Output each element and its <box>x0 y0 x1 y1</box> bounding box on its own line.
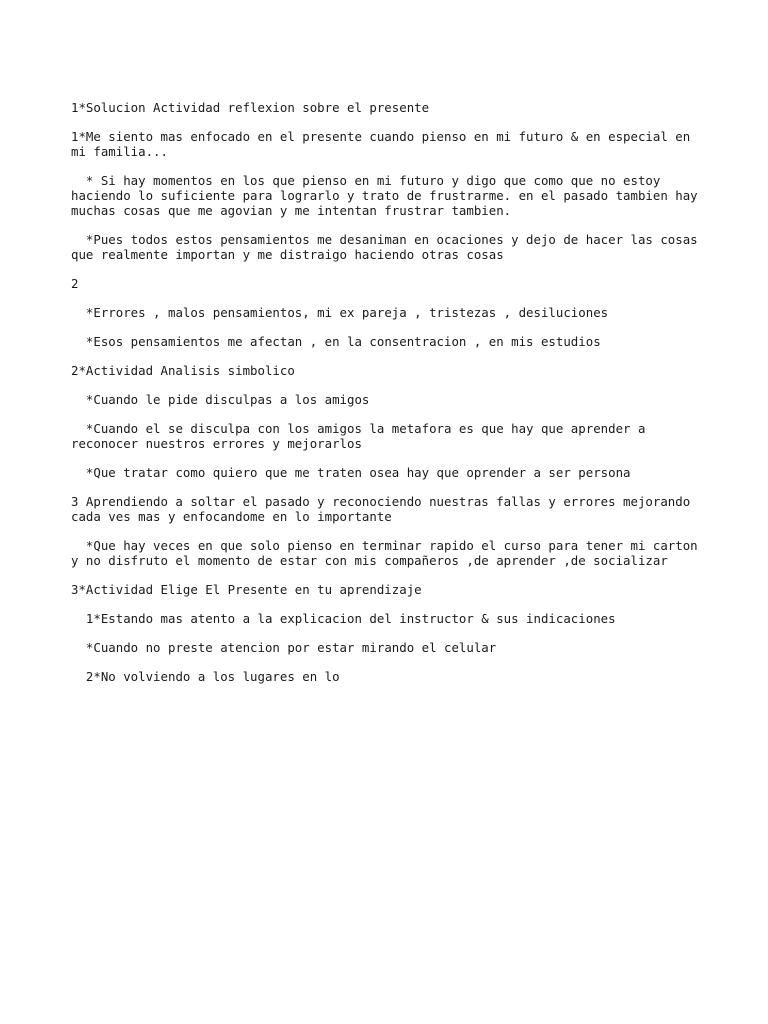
paragraph: *Esos pensamientos me afectan , en la consentracion , en mis estudios <box>71 334 601 349</box>
paragraph: 2*No volviendo a los lugares en lo <box>71 669 340 684</box>
paragraph: *Que tratar como quiero que me traten osea hay que oprender a ser persona <box>71 465 631 480</box>
section-heading-2: 2*Actividad Analisis simbolico <box>71 363 295 378</box>
paragraph: *Errores , malos pensamientos, mi ex pareja , tristezas , desiluciones <box>71 305 609 320</box>
paragraph: 1*Estando mas atento a la explicacion del instructor & sus indicaciones <box>71 611 616 626</box>
paragraph: *Cuando le pide disculpas a los amigos <box>71 392 370 407</box>
paragraph: 3 Aprendiendo a soltar el pasado y reconociendo nuestras fallas y errores mejorando cada ves mas y enfocandome en lo importante <box>71 494 698 524</box>
paragraph: *Que hay veces en que solo pienso en terminar rapido el curso para tener mi carton y no disfruto el momento de estar con mis compañeros ,de aprender ,de socializar <box>71 538 706 568</box>
section-heading-1: 1*Solucion Actividad reflexion sobre el presente <box>71 100 430 115</box>
paragraph: *Cuando el se disculpa con los amigos la metafora es que hay que aprender a reconocer nuestros errores y mejorarlos <box>71 421 653 451</box>
paragraph: 1*Me siento mas enfocado en el presente cuando pienso en mi futuro & en especial en mi familia... <box>71 129 698 159</box>
paragraph: *Cuando no preste atencion por estar mirando el celular <box>71 640 497 655</box>
paragraph: *Pues todos estos pensamientos me desaniman en ocaciones y dejo de hacer las cosas que realmente importan y me distraigo haciendo otras cosas <box>71 232 706 262</box>
document-body <box>71 100 711 698</box>
section-heading-3: 3*Actividad Elige El Presente en tu aprendizaje <box>71 582 422 597</box>
paragraph: * Si hay momentos en los que pienso en mi futuro y digo que como que no estoy haciendo lo suficiente para lograrlo y trato de frustrarme. en el pasado tambien hay muchas cosas que me agovian y me intentan frustrar tambien. <box>71 173 706 218</box>
section-number-2: 2 <box>71 276 79 291</box>
